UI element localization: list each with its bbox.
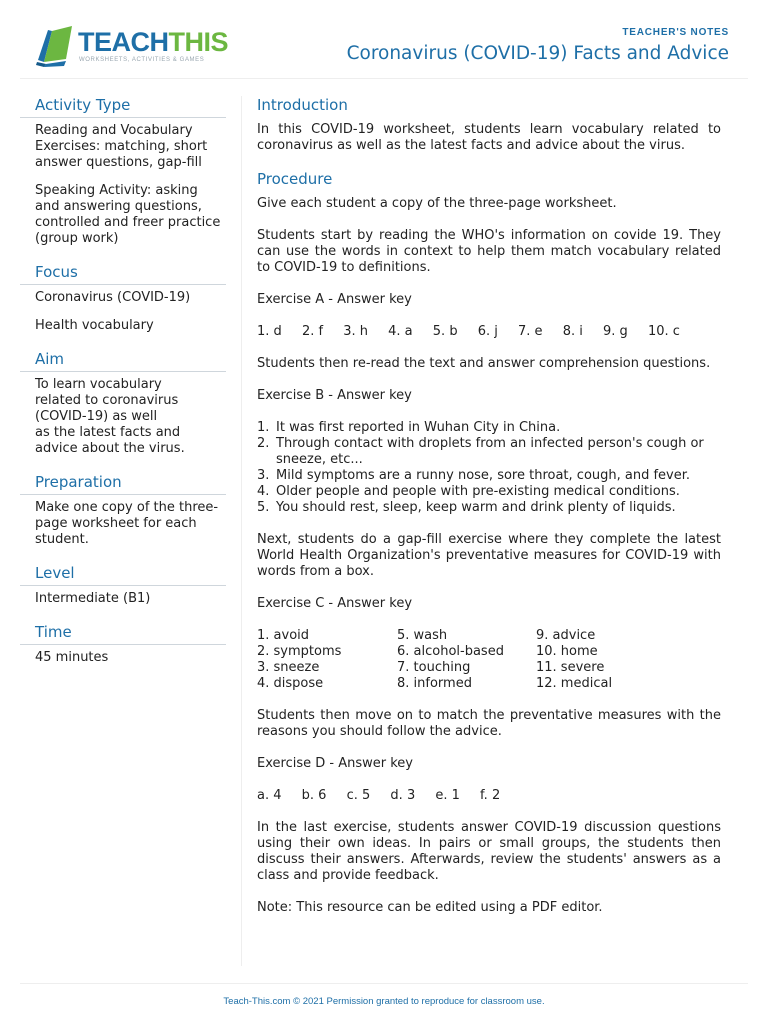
answer-item: 3. h bbox=[343, 324, 368, 339]
answer-column bbox=[257, 628, 397, 692]
answer-item: 12. medical bbox=[536, 676, 613, 691]
answer-item: 7. touching bbox=[397, 660, 471, 675]
item-text: Mild symptoms are a runny nose, sore throat, cough, and fever. bbox=[276, 468, 691, 483]
item-text: Through contact with droplets from an infected person's cough or sneeze, etc... bbox=[276, 436, 704, 467]
level-section bbox=[20, 564, 226, 607]
exercise-d-answers bbox=[257, 788, 721, 804]
exercise-d-label: Exercise D - Answer key bbox=[257, 756, 413, 771]
answer-item: 5. wash bbox=[397, 628, 448, 643]
answer-item: 9. g bbox=[603, 324, 628, 339]
aim-line: To learn vocabulary bbox=[35, 377, 162, 392]
header-divider bbox=[20, 78, 748, 79]
list-item bbox=[257, 500, 721, 516]
procedure-heading: Procedure bbox=[257, 170, 333, 188]
procedure-paragraph: Give each student a copy of the three-page worksheet. bbox=[257, 196, 617, 211]
item-number: 1. bbox=[257, 420, 270, 435]
preparation-text: Make one copy of the three-page worksheet for each student. bbox=[35, 500, 219, 547]
answer-item: 8. i bbox=[562, 324, 583, 339]
item-text: It was first reported in Wuhan City in China. bbox=[276, 420, 561, 435]
preparation-section bbox=[20, 473, 226, 548]
answer-item: 11. severe bbox=[536, 660, 605, 675]
activity-type-item: Speaking Activity: asking and answering questions, controlled and freer practice (group work) bbox=[35, 183, 221, 246]
procedure-paragraph: Students then move on to match the preventative measures with the reasons you should follow the advice. bbox=[257, 708, 721, 739]
answer-item: 10. c bbox=[647, 324, 680, 339]
main-content bbox=[257, 96, 721, 916]
exercise-a-label: Exercise A - Answer key bbox=[257, 292, 412, 307]
answer-item: 7. e bbox=[518, 324, 543, 339]
answer-item: e. 1 bbox=[435, 788, 460, 803]
answer-column bbox=[536, 628, 612, 692]
answer-item: 6. j bbox=[477, 324, 498, 339]
aim-line: related to coronavirus bbox=[35, 393, 179, 408]
answer-item: 10. home bbox=[536, 644, 598, 659]
time-section bbox=[20, 623, 226, 666]
answer-item: d. 3 bbox=[390, 788, 416, 803]
activity-type-heading: Activity Type bbox=[20, 96, 226, 118]
aim-line: advice about the virus. bbox=[35, 441, 185, 456]
answer-item: 6. alcohol-based bbox=[397, 644, 504, 659]
answer-item: 1. d bbox=[257, 324, 282, 339]
logo-wordmark bbox=[78, 26, 228, 58]
procedure-paragraph: Students start by reading the WHO's information on covide 19. They can use the words in context to help them match vocabulary related to COVID-19 to definitions. bbox=[257, 228, 721, 275]
preparation-heading: Preparation bbox=[20, 473, 226, 495]
aim-heading: Aim bbox=[20, 350, 226, 372]
page-title: Coronavirus (COVID-19) Facts and Advice bbox=[346, 43, 729, 64]
answer-item: 2. symptoms bbox=[257, 644, 342, 659]
answer-item: 9. advice bbox=[536, 628, 596, 643]
focus-item: Coronavirus (COVID-19) bbox=[35, 290, 191, 305]
activity-type-section bbox=[20, 96, 226, 247]
answer-item: 8. informed bbox=[397, 676, 472, 691]
item-number: 2. bbox=[257, 436, 270, 451]
item-text: You should rest, sleep, keep warm and drink plenty of liquids. bbox=[276, 500, 676, 515]
focus-item: Health vocabulary bbox=[35, 318, 154, 333]
item-text: Older people and people with pre-existing medical conditions. bbox=[276, 484, 680, 499]
aim-line: (COVID-19) as well bbox=[35, 409, 158, 424]
answer-column bbox=[397, 628, 536, 692]
procedure-paragraph: Next, students do a gap-fill exercise where they complete the latest World Health Organization's preventative measures for COVID-19 with words from a box. bbox=[257, 532, 721, 579]
aim-section bbox=[20, 350, 226, 457]
list-item bbox=[257, 436, 721, 468]
page-footer: Teach-This.com © 2021 Permission granted to reproduce for classroom use. bbox=[223, 996, 545, 1007]
teachers-notes-label: TEACHER'S NOTES bbox=[622, 27, 729, 38]
focus-section bbox=[20, 263, 226, 334]
sidebar bbox=[20, 96, 226, 682]
teach-this-logo bbox=[36, 24, 236, 72]
page-header bbox=[0, 0, 768, 78]
focus-heading: Focus bbox=[20, 263, 226, 285]
procedure-paragraph: In the last exercise, students answer COVID-19 discussion questions using their own ideas. In pairs or small groups, the students then discuss their answers. Afterwards, review the students' answers as a class and provide feedback. bbox=[257, 820, 721, 883]
answer-item: 2. f bbox=[301, 324, 324, 339]
aim-line: as the latest facts and bbox=[35, 425, 181, 440]
answer-item: 4. a bbox=[388, 324, 413, 339]
procedure-paragraph: Students then re-read the text and answer comprehension questions. bbox=[257, 356, 711, 371]
answer-item: a. 4 bbox=[257, 788, 282, 803]
answer-item: f. 2 bbox=[480, 788, 501, 803]
aim-text bbox=[20, 372, 226, 457]
time-text: 45 minutes bbox=[35, 650, 109, 665]
exercise-a-answers bbox=[257, 324, 721, 340]
book-logo-icon bbox=[36, 24, 76, 68]
activity-type-item: Reading and Vocabulary Exercises: matching, short answer questions, gap-fill bbox=[35, 123, 208, 170]
introduction-text: In this COVID-19 worksheet, students learn vocabulary related to coronavirus as well as the latest facts and advice about the virus. bbox=[257, 122, 721, 153]
time-heading: Time bbox=[20, 623, 226, 645]
logo-word-this: THIS bbox=[168, 27, 229, 57]
footer-divider bbox=[20, 983, 748, 984]
answer-item: 5. b bbox=[432, 324, 458, 339]
column-divider bbox=[241, 96, 242, 966]
exercise-b-label: Exercise B - Answer key bbox=[257, 388, 412, 403]
answer-item: 3. sneeze bbox=[257, 660, 320, 675]
item-number: 5. bbox=[257, 500, 270, 515]
item-number: 4. bbox=[257, 484, 270, 499]
logo-word-teach: TEACH bbox=[78, 27, 169, 57]
introduction-heading: Introduction bbox=[257, 96, 348, 114]
level-heading: Level bbox=[20, 564, 226, 586]
list-item bbox=[257, 484, 721, 500]
editor-note: Note: This resource can be edited using a PDF editor. bbox=[257, 900, 603, 915]
answer-item: 4. dispose bbox=[257, 676, 324, 691]
exercise-c-answers bbox=[257, 628, 721, 692]
exercise-b-answers bbox=[257, 420, 721, 516]
answer-item: 1. avoid bbox=[257, 628, 310, 643]
list-item bbox=[257, 420, 721, 436]
answer-item: b. 6 bbox=[301, 788, 327, 803]
answer-item: c. 5 bbox=[346, 788, 371, 803]
level-text: Intermediate (B1) bbox=[35, 591, 151, 606]
item-number: 3. bbox=[257, 468, 270, 483]
logo-tagline: WORKSHEETS, ACTIVITIES & GAMES bbox=[79, 57, 205, 63]
exercise-c-label: Exercise C - Answer key bbox=[257, 596, 413, 611]
list-item bbox=[257, 468, 721, 484]
